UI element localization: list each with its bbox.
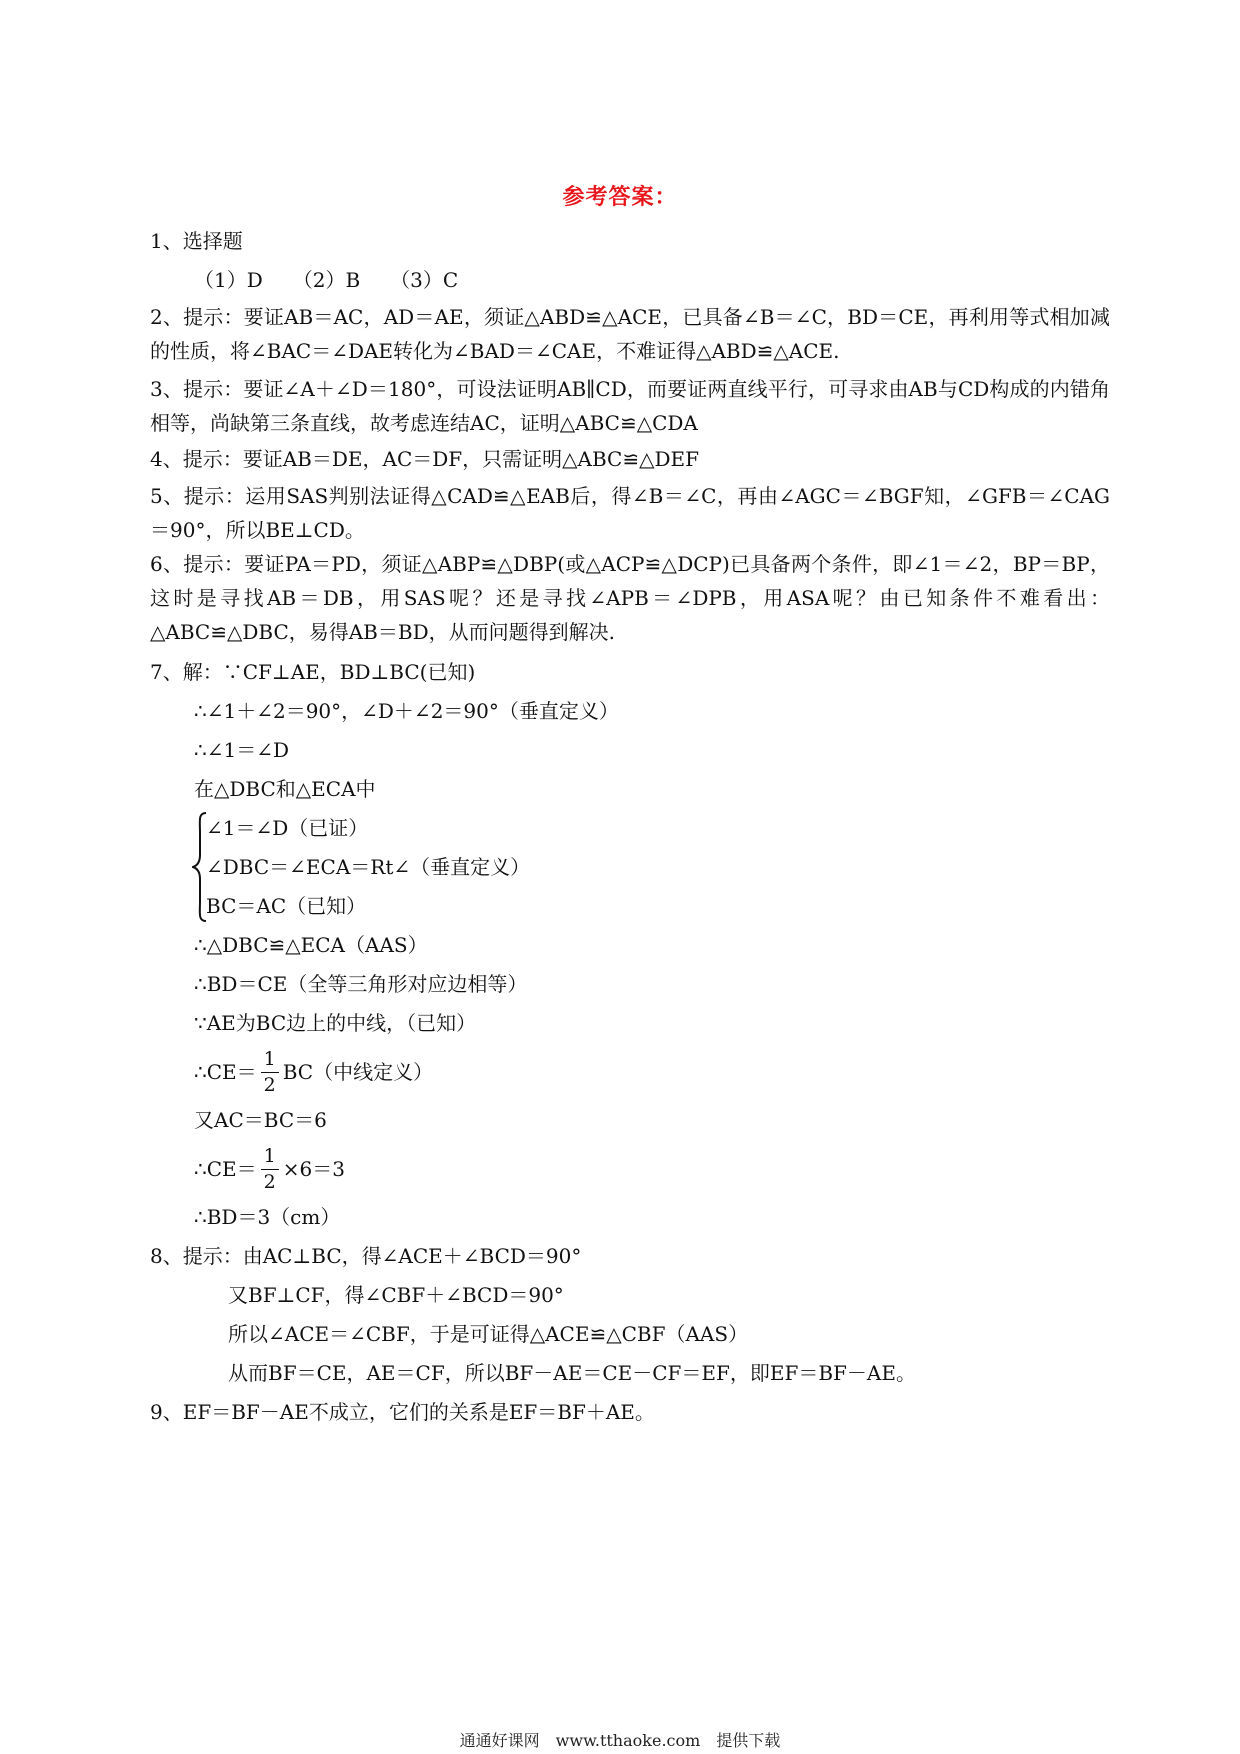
q8-line-1: 8、提示：由AC⊥BC，得∠ACE＋∠BCD＝90°: [150, 1244, 582, 1268]
q9-text: 9、EF＝BF－AE不成立，它们的关系是EF＝BF＋AE。: [150, 1400, 655, 1424]
brace-symbol: [192, 811, 208, 923]
q8-line-2: 又BF⊥CF，得∠CBF＋∠BCD＝90°: [228, 1283, 564, 1307]
fraction-numerator: 1: [261, 1050, 279, 1073]
q7-f2-prefix: ∴CE＝: [194, 1156, 257, 1181]
q7-f1-prefix: ∴CE＝: [194, 1059, 257, 1084]
q7-line-4: 在△DBC和△ECA中: [194, 777, 376, 801]
q7-fraction-line-2: [150, 1140, 1110, 1198]
q8-line-4: 从而BF＝CE，AE＝CF，所以BF－AE＝CE－CF＝EF，即EF＝BF－AE。: [228, 1361, 916, 1385]
fraction-numerator: 1: [261, 1147, 279, 1170]
q4-text: 4、提示：要证AB＝DE，AC＝DF，只需证明△ABC≌△DEF: [150, 447, 700, 471]
q7-line-1: 7、解：∵CF⊥AE，BD⊥BC(已知): [150, 660, 476, 684]
q7-line-9: ∴BD＝3（cm）: [194, 1205, 341, 1229]
q5-hint: [150, 479, 1110, 547]
q3-text: 3、提示：要证∠A＋∠D＝180°，可设法证明AB∥CD，而要证两直线平行，可寻求由AB与CD构成的内错角相等，尚缺第三条直线，故考虑连结AC，证明△ABC≌△CDA: [150, 377, 1110, 435]
fraction-one-half: [261, 1047, 279, 1096]
fraction-denominator: 2: [263, 1170, 276, 1193]
q1-heading: 1、选择题: [150, 229, 243, 253]
q1-answers: （1）D （2）B （3）C: [194, 268, 459, 292]
q7-line-3: ∴∠1＝∠D: [194, 738, 289, 762]
q7-condition-group: [150, 809, 1110, 926]
q7-line-2: ∴∠1＋∠2＝90°，∠D＋∠2＝90°（垂直定义）: [194, 699, 619, 723]
q7-f1-suffix: BC（中线定义）: [282, 1059, 434, 1084]
q7-condition-3: BC＝AC（已知）: [206, 894, 367, 918]
q5-text: 5、提示：运用SAS判别法证得△CAD≌△EAB后，得∠B＝∠C，再由∠AGC＝∠BGF知，∠GFB＝∠CAG＝90°，所以BE⊥CD。: [150, 484, 1110, 542]
q6-text: 6、提示：要证PA＝PD，须证△ABP≌△DBP(或△ACP≌△DCP)已具备两个条件，即∠1＝∠2，BP＝BP，这时是寻找AB＝DB，用SAS呢？还是寻找∠APB＝∠DPB，用ASA呢？由已知条件不难看出：△ABC≌△DBC，易得AB＝BD，从而问题得到解决.: [150, 552, 1110, 644]
q2-hint: [150, 300, 1110, 368]
q7-line-5: ∴△DBC≌△ECA（AAS）: [194, 933, 428, 957]
q7-fraction-line-1: [150, 1043, 1110, 1101]
q7-line-8: 又AC＝BC＝6: [194, 1108, 327, 1132]
q7-condition-1: ∠1＝∠D（已证）: [206, 816, 369, 840]
q7-f2-suffix: ×6＝3: [282, 1156, 345, 1181]
fraction-denominator: 2: [263, 1073, 276, 1096]
answer-content: [150, 222, 1110, 1432]
q7-line-6: ∴BD＝CE（全等三角形对应边相等）: [194, 972, 528, 996]
q7-condition-2: ∠DBC＝∠ECA＝Rt∠（垂直定义）: [206, 855, 531, 879]
q6-hint: [150, 547, 1110, 649]
page-footer: 通通好课网 www.tthaoke.com 提供下载: [459, 1731, 781, 1750]
fraction-one-half: [261, 1144, 279, 1193]
q8-line-3: 所以∠ACE＝∠CBF，于是可证得△ACE≌△CBF（AAS）: [228, 1322, 749, 1346]
page-title: 参考答案：: [562, 184, 678, 210]
q2-text: 2、提示：要证AB＝AC，AD＝AE，须证△ABD≌△ACE，已具备∠B＝∠C，BD＝CE，再利用等式相加减的性质，将∠BAC＝∠DAE转化为∠BAD＝∠CAE，不难证得△ABD≌△ACE.: [150, 305, 1110, 363]
q7-line-7: ∵AE为BC边上的中线，（已知）: [194, 1011, 477, 1035]
q3-hint: [150, 372, 1110, 440]
